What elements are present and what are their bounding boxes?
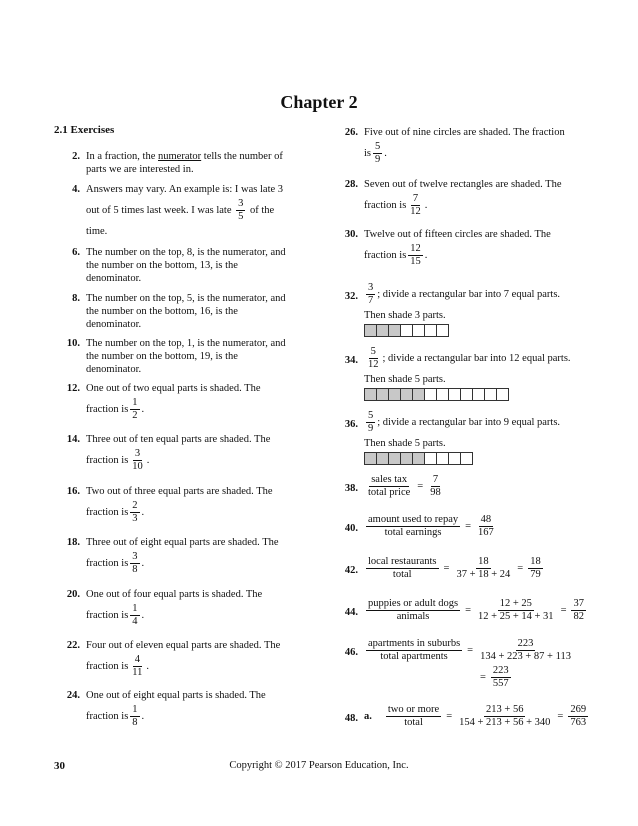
denominator: 7 [368, 295, 374, 306]
exercise-number: 26. [344, 127, 358, 138]
text: One out of two equal parts is shaded. The [86, 383, 261, 394]
fraction [408, 193, 423, 218]
unshaded-part [496, 388, 509, 401]
text: the number on the bottom, 19, is the [86, 351, 238, 362]
denominator: 12 [368, 359, 379, 370]
ratio-fraction [366, 514, 460, 539]
chapter-title: Chapter 2 [280, 92, 358, 112]
fraction-bar [364, 324, 560, 337]
value-fraction [491, 665, 511, 690]
ratio-fraction [366, 556, 439, 581]
underlined-term: numerator [158, 151, 202, 162]
text: fraction is [364, 199, 407, 211]
numerator: 5 [368, 410, 374, 421]
text: of the [250, 204, 275, 216]
denominator: 3 [132, 513, 138, 524]
denominator: 82 [573, 611, 584, 622]
text: Seven out of twelve rectangles are shaded. The [364, 179, 562, 190]
text: fraction is [86, 710, 129, 722]
numerator: 269 [570, 704, 587, 715]
denominator: 134 + 223 + 87 + 113 [480, 651, 571, 662]
denominator: 15 [410, 256, 421, 267]
denominator: 5 [238, 211, 244, 222]
text: is [364, 147, 372, 159]
numerator: 3 [134, 448, 141, 459]
text: denominator. [86, 364, 142, 375]
numerator: 18 [478, 556, 489, 567]
exercise-number: 32. [344, 291, 358, 302]
exercise-number: 42. [344, 565, 358, 576]
denominator: 4 [132, 616, 138, 627]
text: Answers may vary. An example is: I was late 3 [86, 184, 284, 195]
denominator: animals [396, 611, 430, 622]
value-fraction [571, 598, 586, 623]
text: ; divide a rectangular bar into 12 equal parts. [382, 352, 571, 364]
numerator: amount used to repay [368, 514, 459, 525]
exercise-number: 38. [344, 483, 358, 494]
text: fraction is [86, 506, 129, 518]
ratio-fraction [386, 704, 441, 729]
exercise-number: 30. [344, 229, 358, 240]
denominator: 8 [132, 717, 138, 728]
sum-fraction [478, 638, 573, 663]
numerator: 12 + 25 [499, 598, 532, 609]
equals-sign: = [480, 672, 486, 683]
fraction [373, 141, 382, 166]
exercise-number: 8. [72, 293, 80, 304]
fraction [130, 448, 145, 473]
value-fraction [428, 474, 443, 499]
denominator: 12 + 25 + 14 + 31 [478, 611, 554, 622]
denominator: total earnings [384, 527, 442, 538]
text: fraction is [86, 660, 129, 672]
sum-fraction [454, 556, 512, 581]
numerator: 7 [432, 474, 439, 485]
numerator: 4 [134, 654, 140, 665]
value-fraction [528, 556, 543, 581]
denominator: 557 [492, 678, 509, 689]
denominator: 79 [530, 569, 541, 580]
page-number: 30 [54, 760, 65, 772]
numerator: 3 [238, 198, 244, 209]
text: One out of eight equal parts is shaded. The [86, 690, 266, 701]
text: time. [86, 226, 108, 237]
fraction [130, 551, 139, 576]
denominator: total [392, 569, 412, 580]
exercise-number: 40. [344, 523, 358, 534]
sum-fraction [457, 704, 552, 729]
sum-fraction [476, 598, 556, 623]
numerator: 5 [375, 141, 381, 152]
numerator: 223 [492, 665, 509, 676]
text: The number on the top, 1, is the numerator, and [86, 338, 286, 349]
denominator: 2 [132, 410, 138, 421]
unshaded-part [436, 324, 449, 337]
exercise-number: 44. [344, 607, 358, 618]
fraction [130, 654, 144, 679]
text: In a fraction, the [86, 151, 159, 162]
numerator: sales tax [371, 474, 408, 485]
denominator: 167 [478, 527, 494, 538]
value-fraction [568, 704, 588, 729]
denominator: total apartments [380, 651, 448, 662]
text: fraction is [86, 454, 129, 466]
text: denominator. [86, 319, 142, 330]
text: Twelve out of fifteen circles are shaded. The [364, 229, 551, 240]
denominator: 98 [430, 487, 441, 498]
text: fraction is [364, 249, 407, 261]
part-label: a. [364, 711, 372, 722]
denominator: total price [368, 487, 411, 498]
numerator: 18 [530, 556, 541, 567]
unshaded-part [460, 452, 473, 465]
text: the number on the bottom, 13, is the [86, 260, 238, 271]
text: Then shade 5 parts. [364, 438, 446, 449]
numerator: two or more [387, 704, 440, 715]
fraction [130, 603, 139, 628]
numerator: apartments in suburbs [368, 638, 461, 649]
denominator: 154 + 213 + 56 + 340 [459, 717, 551, 728]
denominator: 37 + 18 + 24 [456, 569, 511, 580]
text: ; divide a rectangular bar into 9 equal parts. [377, 416, 561, 428]
exercise-number: 28. [344, 179, 358, 190]
fraction [408, 243, 423, 268]
ratio-fraction [366, 598, 460, 623]
exercise-number: 34. [344, 355, 358, 366]
denominator: 9 [368, 423, 374, 434]
text: fraction is [86, 557, 129, 569]
fraction [366, 410, 375, 435]
numerator: 5 [370, 346, 376, 357]
fraction-bar [364, 388, 571, 401]
fraction [130, 704, 139, 729]
denominator: 763 [570, 717, 587, 728]
equals-sign: = [443, 563, 450, 574]
exercise-number: 48. [344, 713, 358, 724]
denominator: 9 [375, 154, 381, 165]
equals-sign: = [557, 711, 564, 722]
text: Two out of three equal parts are shaded. The [86, 486, 273, 497]
denominator: 8 [132, 564, 138, 575]
numerator: 2 [132, 500, 138, 511]
denominator: 12 [410, 206, 421, 217]
numerator: 223 [517, 638, 534, 649]
text: Then shade 3 parts. [364, 310, 446, 321]
exercise-number: 46. [344, 647, 358, 658]
exercise-number: 22. [66, 640, 80, 651]
equals-sign: = [465, 521, 472, 532]
text: fraction is [86, 403, 129, 415]
fraction [130, 500, 139, 525]
denominator: 10 [132, 461, 143, 472]
equals-sign: = [465, 605, 472, 616]
denominator: total [404, 717, 423, 728]
exercise-number: 16. [66, 486, 80, 497]
fraction [130, 397, 139, 422]
exercise-number: 10. [66, 338, 80, 349]
fraction [366, 346, 381, 371]
denominator: 11 [132, 667, 143, 678]
numerator: 48 [480, 514, 492, 525]
numerator: 3 [368, 282, 374, 293]
text: ; divide a rectangular bar into 7 equal parts. [377, 288, 561, 300]
text: fraction is [86, 609, 129, 621]
text: Three out of ten equal parts are shaded. The [86, 434, 271, 445]
ratio-fraction [366, 638, 462, 663]
numerator: local restaurants [368, 556, 437, 567]
fraction-bar [364, 452, 560, 465]
text: The number on the top, 8, is the numerator, and [86, 247, 286, 258]
equals-sign: = [560, 605, 567, 616]
equals-sign: = [417, 481, 424, 492]
text: the number on the bottom, 16, is the [86, 306, 238, 317]
fraction [366, 282, 375, 307]
text: tells the number of [201, 151, 283, 162]
numerator: 7 [412, 193, 419, 204]
text: The number on the top, 5, is the numerator, and [86, 293, 286, 304]
exercise-number: 6. [72, 247, 80, 258]
equals-sign: = [517, 563, 524, 574]
numerator: puppies or adult dogs [368, 598, 459, 609]
text: Four out of eleven equal parts are shaded. The [86, 640, 281, 651]
copyright-notice: Copyright © 2017 Pearson Education, Inc. [229, 760, 409, 771]
exercise-number: 20. [66, 589, 80, 600]
numerator: 3 [132, 551, 138, 562]
equals-sign: = [467, 645, 474, 656]
numerator: 213 + 56 [486, 704, 524, 715]
ratio-fraction [366, 474, 412, 499]
section-heading: 2.1 Exercises [54, 124, 115, 136]
fraction [236, 198, 245, 223]
text: denominator. [86, 273, 142, 284]
exercise-number: 18. [66, 537, 80, 548]
exercise-number: 14. [66, 434, 80, 445]
exercise-number: 12. [66, 383, 80, 394]
text: out of 5 times last week. I was late [86, 204, 232, 216]
exercise-number: 24. [66, 690, 80, 701]
numerator: 37 [573, 598, 584, 609]
text: parts we are interested in. [86, 164, 194, 175]
exercise-number: 2. [72, 151, 80, 162]
exercise-number: 4. [72, 184, 80, 195]
text: Five out of nine circles are shaded. The fraction [364, 127, 565, 138]
numerator: 1 [132, 704, 138, 715]
text: One out of four equal parts is shaded. The [86, 589, 263, 600]
text: Three out of eight equal parts are shaded. The [86, 537, 279, 548]
text: Then shade 5 parts. [364, 374, 446, 385]
numerator: 1 [132, 397, 138, 408]
equals-sign: = [446, 711, 453, 722]
exercise-number: 36. [344, 419, 358, 430]
value-fraction [476, 514, 496, 539]
numerator: 1 [132, 603, 138, 614]
numerator: 12 [410, 243, 421, 254]
